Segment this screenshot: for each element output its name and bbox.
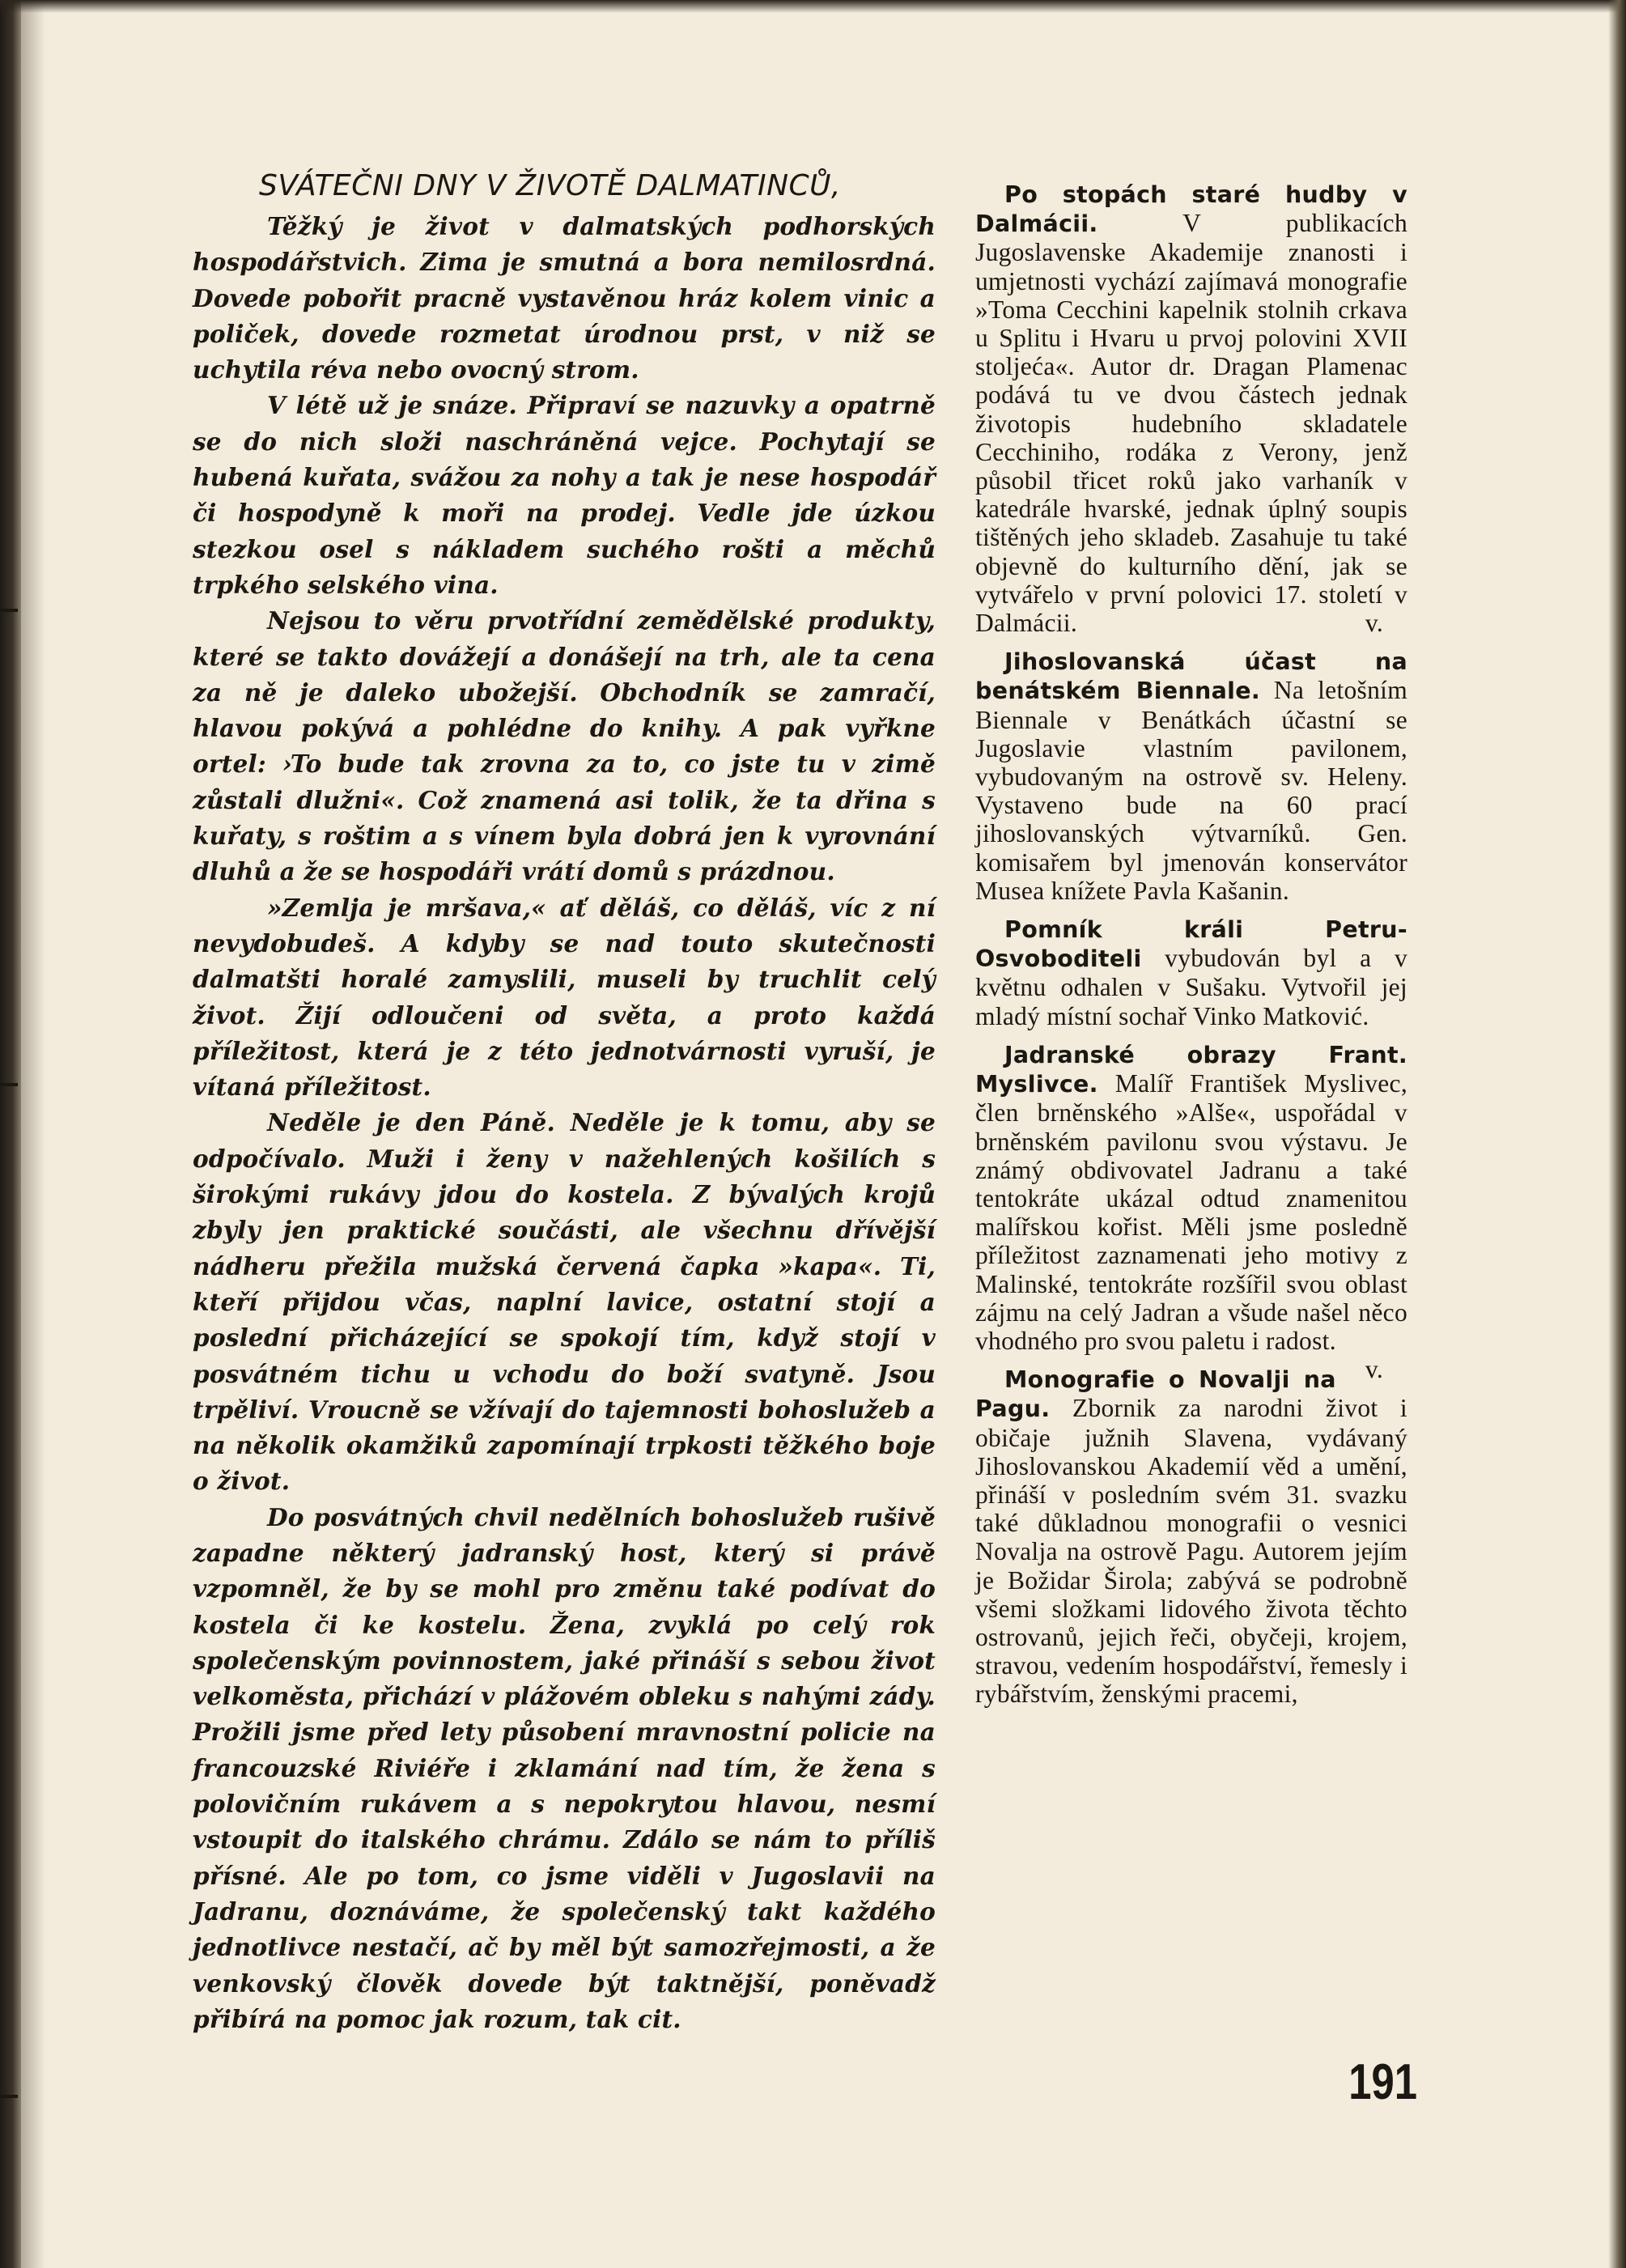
main-article	[193, 167, 936, 2037]
article-paragraph: Těžký je život v dalmatských podhorských hospodářstvich. Zima je smutná a bora nemilosrdná. Dovede pobořit pracně vystavěnou hráz kolem vinic a poliček, dovede rozmetat úrodnou prst, v niž se uchytila réva nebo ovocný strom.	[193, 212, 936, 384]
note-text: Zbornik za narodni život i običaje južnih Slavena, vydávaný Jihoslovanskou Akademií věd a umění, přináší v posledním svém 31. svazku také důkladnou monografii o vesnici Novalja na ostrově Pagu. Autorem jejím je Božidar Širola; zabývá se podrobně všemi složkami lidového života těchto ostrovanů, jejich řeči, obyčeji, krojem, stravou, vedením hospodářství, řemesly i rybářstvím, ženskými pracemi,	[975, 1394, 1407, 1709]
note-signature: v.	[1365, 609, 1383, 638]
note-signature: v.	[1365, 1355, 1383, 1384]
news-notes-column	[975, 180, 1407, 1718]
page-number: 191	[1348, 2054, 1418, 2110]
note-text: vybudován byl a v květnu odhalen v Sušaku. Vytvořil jej mladý místní sochař Vinko Matković.	[975, 944, 1407, 1030]
note-heading: Jadranské obrazy Frant. Myslivce.	[975, 1041, 1407, 1098]
note-text: Na letošním Biennale v Benátkách účastní se Jugoslavie vlastním pavilonem, vybudovaným na ostrově sv. Heleny. Vystaveno bude na 60 prací jihoslovanských výtvarníků. Gen. komisařem byl jmenován konservátor Musea knížete Pavla Kašanin.	[975, 676, 1408, 905]
article-paragraph: Do posvátných chvil nedělních bohoslužeb rušivě zapadne některý jadranský host, který si právě vzpomněl, že by se mohl pro změnu také podívat do kostela či ke kostelu. Žena, zvyklá po celý rok společenským povinnostem, jaké přináší s sebou život velkoměsta, přichází v plážovém obleku s nahými zády. Prožili jsme před lety působení mravnostní policie na francouzské Riviéře i zklamání nad tím, že žena s polovičním rukávem a s nepokrytou hlavou, nesmí vstoupit do italského chrámu. Zdálo se nám to příliš přísné. Ale po tom, co jsme viděli v Jugoslavii na Jadranu, doznáváme, že společenský takt každého jednotlivce nestačí, ač by měl být samozřejmosti, a že venkovský člověk dovede být taktnější, poněvadž přibírá na pomoc jak rozum, tak cit.	[193, 1502, 936, 2033]
note-heading: Po stopách staré hudby v Dalmácii.	[975, 181, 1407, 238]
news-note	[975, 647, 1407, 905]
article-paragraph: »Zemlja je mršava,« ať děláš, co děláš, víc z ní nevydobudeš. A kdyby se nad touto skutečnosti dalmatšti horalé zamyslili, museli by truchlit celý život. Žijí odloučeni od světa, a proto každá příležitost, která je z této jednotvárnosti vyruší, je vítaná příležitost.	[193, 893, 936, 1102]
article-title: SVÁTEČNI DNY V ŽIVOTĚ DALMATINCŮ,	[259, 169, 841, 202]
scan-right-edge	[1608, 0, 1626, 2268]
scan-binding-edge	[0, 0, 21, 2268]
news-note	[975, 915, 1407, 1030]
news-note	[975, 1040, 1407, 1384]
binding-mark	[0, 2095, 18, 2098]
note-heading: Monografie o Novalji na Pagu.	[975, 1366, 1336, 1423]
binding-mark	[0, 1083, 18, 1086]
note-heading: Jihoslovanská účast na benátském Biennale.	[975, 648, 1407, 705]
scan-top-edge	[0, 0, 1626, 13]
spine-shadow	[21, 0, 45, 2268]
article-paragraph: Neděle je den Páně. Neděle je k tomu, aby se odpočívalo. Muži i ženy v nažehlených košilích s širokými rukávy jdou do kostela. Z bývalých krojů zbyly jen praktické součásti, ale všechnu dřívější nádheru přežila mužská červená čapka »kapa«. Ti, kteří přijdou včas, naplní lavice, ostatní stojí a poslední přicházející se spokojí tím, když stojí v posvátném tichu u vchodu do boží svatyně. Jsou trpěliví. Vroucně se vžívají do tajemnosti bohoslužeb a na několik okamžiků zapomínají trpkosti těžkého boje o život.	[193, 1108, 936, 1496]
article-paragraph: Nejsou to věru prvotřídní zemědělské produkty, které se takto dovážejí a donášejí na trh, ale ta cena za ně je daleko ubožejší. Obchodník se zamračí, hlavou pokývá a pohlédne do knihy. A pak vyřkne ortel: ›To bude tak zrovna za to, co jste tu v zimě zůstali dlužni«. Což znamená asi tolik, že ta dřina s kuřaty, s roštim a s vínem byla dobrá jen k vyrovnání dluhů a že se hospodáři vrátí domů s prázdnou.	[193, 606, 936, 886]
note-text: Malíř František Myslivec, člen brněnského »Alše«, uspořádal v brněnském pavilonu svou výstavu. Je známý obdivovatel Jadranu a také tentokráte ukázal odtud znamenitou malířskou kořist. Měli jsme posledně příležitost zaznamenati jeho motivy z Malinské, tentokráte rozšířil svou oblast zájmu na celý Jadran a všude našel něco vhodného pro svou paletu i radost.	[975, 1069, 1407, 1355]
article-paragraph: V létě už je snáze. Připraví se nazuvky a opatrně se do nich složi naschráněná vejce. Pochytají se hubená kuřata, svážou za nohy a tak je nese hospodář či hospodyně k moři na prodej. Vedle jde úzkou stezkou osel s nákladem suchého rošti a měchů trpkého selského vina.	[193, 391, 936, 599]
note-text: V publikacích Jugoslavenske Akademije znanosti i umjetnosti vychází zajímavá monografie »Toma Cecchini kapelnik stolnih crkava u Splitu i Hvaru u prvoj polovini XVII stoljeća«. Autor dr. Dragan Plamenac podává tu ve dvou částech jednak životopis hudebního skladatele Cecchiniho, rodáka z Verony, jenž působil třicet roků jako varhaník v katedrále hvarské, jednak úplný soupis tištěných jeho skladeb. Zasahuje tu také objevně do kulturního dění, jak se vytvářelo v první polovici 17. století v Dalmácii.	[975, 209, 1407, 638]
binding-mark	[0, 609, 18, 612]
news-note	[975, 1365, 1407, 1708]
news-note	[975, 180, 1407, 637]
note-heading: Pomník králi Petru-Osvoboditeli	[975, 916, 1407, 973]
